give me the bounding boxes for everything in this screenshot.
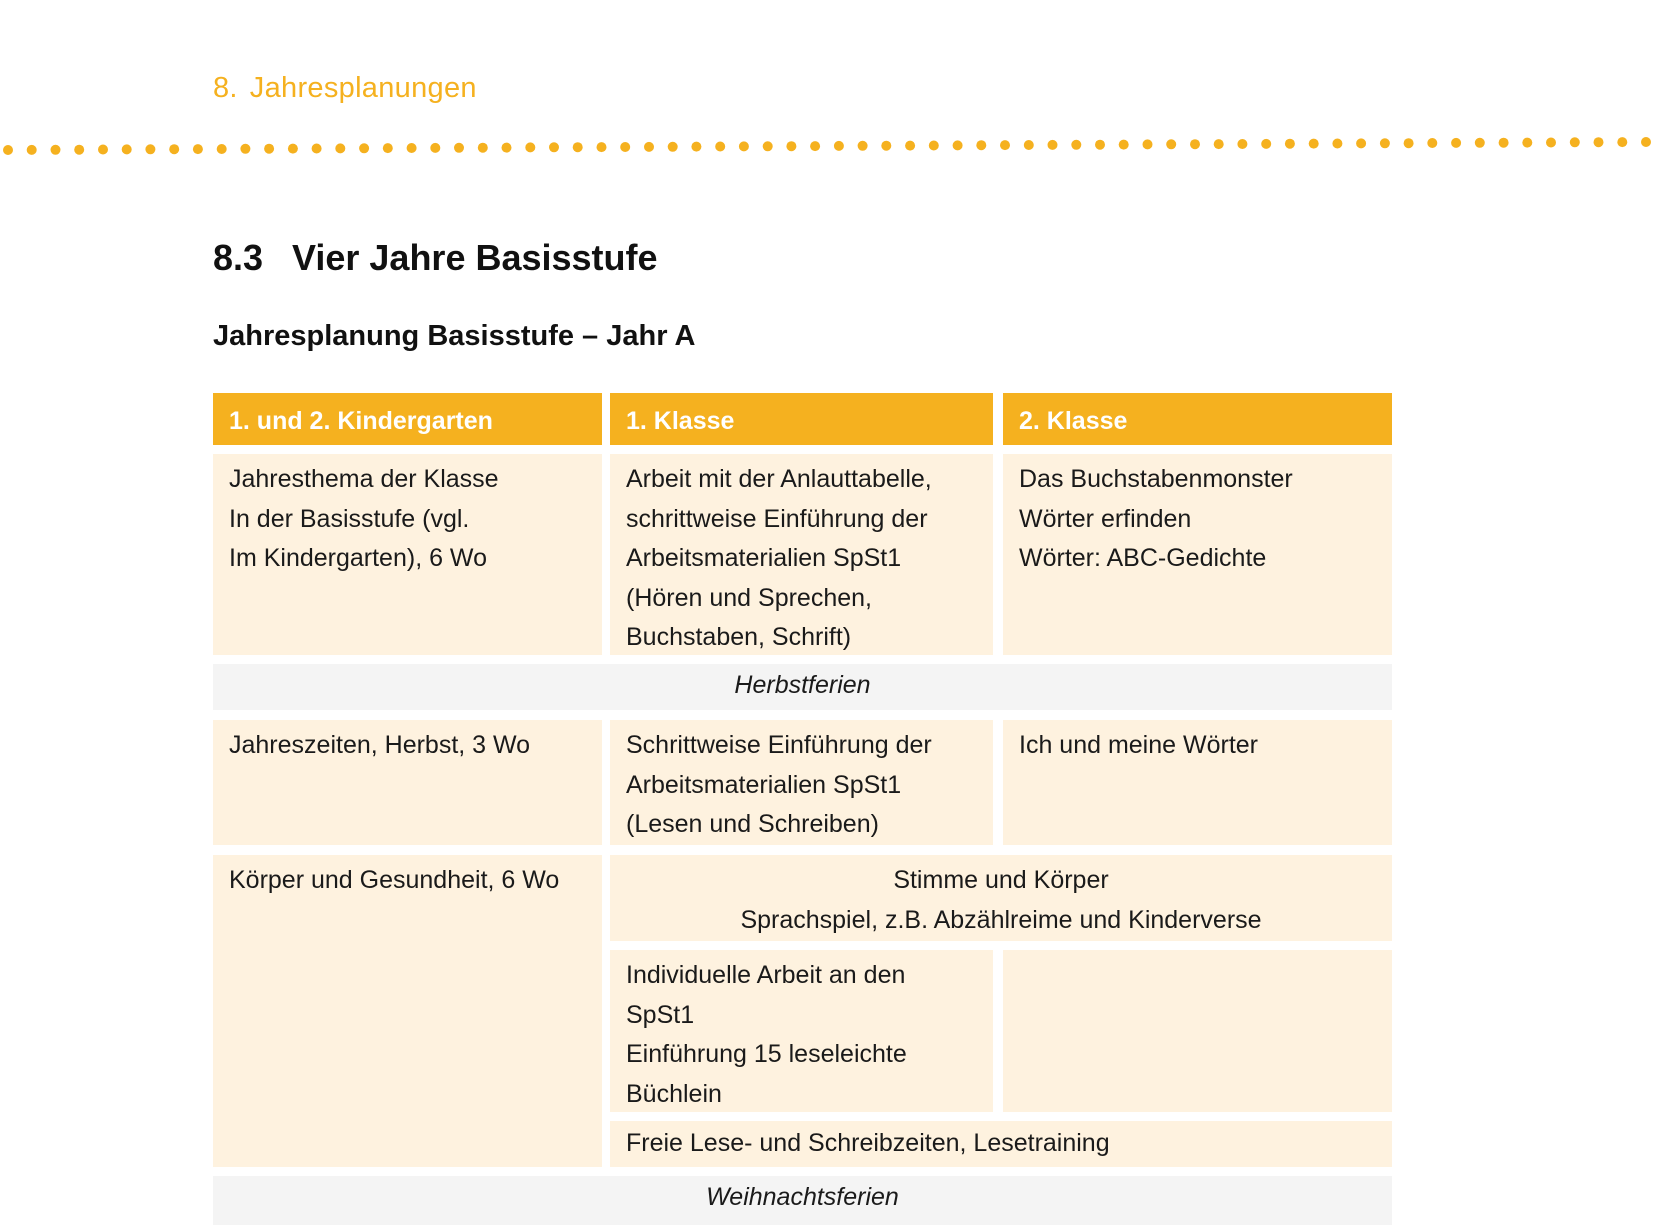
section-heading xyxy=(213,237,658,279)
section-title: Vier Jahre Basisstufe xyxy=(292,237,658,278)
cell-text-line: Körper und Gesundheit, 6 Wo xyxy=(229,866,560,894)
cell-text-line: Individuelle Arbeit an den xyxy=(626,961,906,989)
cell-text-line: Arbeitsmaterialien SpSt1 xyxy=(626,770,902,799)
cell-text-line: Jahreszeiten, Herbst, 3 Wo xyxy=(229,731,531,759)
holiday-row-autumn: Herbstferien xyxy=(213,664,1392,710)
holiday-row-christmas: Weihnachtsferien xyxy=(213,1176,1392,1225)
dotted-divider xyxy=(0,120,1654,160)
cell-text-line: Ich und meine Wörter xyxy=(1019,731,1258,759)
row1-class2-cell xyxy=(1003,454,1392,655)
cell-text-line: Stimme und Körper xyxy=(893,866,1109,894)
row2-class2-cell xyxy=(1003,720,1392,845)
cell-text-line: In der Basisstufe (vgl. xyxy=(229,504,470,533)
table-title: Jahresplanung Basisstufe – Jahr A xyxy=(213,320,696,352)
header-class-2: 2. Klasse xyxy=(1003,393,1392,445)
cell-text-line: Büchlein xyxy=(626,1079,722,1108)
cell-text-line: Freie Lese- und Schreibzeiten, Lesetraining xyxy=(626,1129,1110,1157)
cell-text-line: Wörter: ABC-Gedichte xyxy=(1019,544,1267,572)
row2-class1-cell xyxy=(610,720,993,845)
row3-class2-cell xyxy=(1003,950,1392,1112)
row2-kindergarten-cell xyxy=(213,720,602,845)
cell-text-line: Im Kindergarten), 6 Wo xyxy=(229,544,487,572)
cell-text-line: Einführung 15 leseleichte xyxy=(626,1040,907,1068)
row3-kindergarten-cell xyxy=(213,855,602,1167)
cell-text-line: Sprachspiel, z.B. Abzählreime und Kinderverse xyxy=(740,905,1262,934)
chapter-heading xyxy=(213,72,477,105)
cell-text-line: Schrittweise Einführung der xyxy=(626,731,932,759)
cell-text-line: Arbeitsmaterialien SpSt1 xyxy=(626,544,902,572)
section-number: 8.3 xyxy=(213,237,264,278)
cell-text-line: SpSt1 xyxy=(626,1000,695,1029)
chapter-title: Jahresplanungen xyxy=(249,72,477,104)
chapter-number: 8. xyxy=(213,72,238,104)
row1-class1-cell xyxy=(610,454,993,655)
header-kindergarten: 1. und 2. Kindergarten xyxy=(213,393,602,445)
cell-text-line: (Lesen und Schreiben) xyxy=(626,810,879,838)
header-class-1: 1. Klasse xyxy=(610,393,993,445)
row3-reading-time-cell xyxy=(610,1121,1392,1167)
cell-text-line: Das Buchstabenmonster xyxy=(1019,465,1293,493)
cell-text-line: Buchstaben, Schrift) xyxy=(626,623,852,651)
cell-text-line: (Hören und Sprechen, xyxy=(626,583,872,612)
cell-text-line: Jahresthema der Klasse xyxy=(229,465,499,493)
cell-text-line: Arbeit mit der Anlauttabelle, xyxy=(626,465,932,493)
cell-text-line: Wörter erfinden xyxy=(1019,504,1192,533)
row1-kindergarten-cell xyxy=(213,454,602,655)
row3-class1-cell xyxy=(610,950,993,1112)
cell-text-line: schrittweise Einführung der xyxy=(626,504,928,533)
row3-combined-classes-cell xyxy=(610,855,1392,941)
